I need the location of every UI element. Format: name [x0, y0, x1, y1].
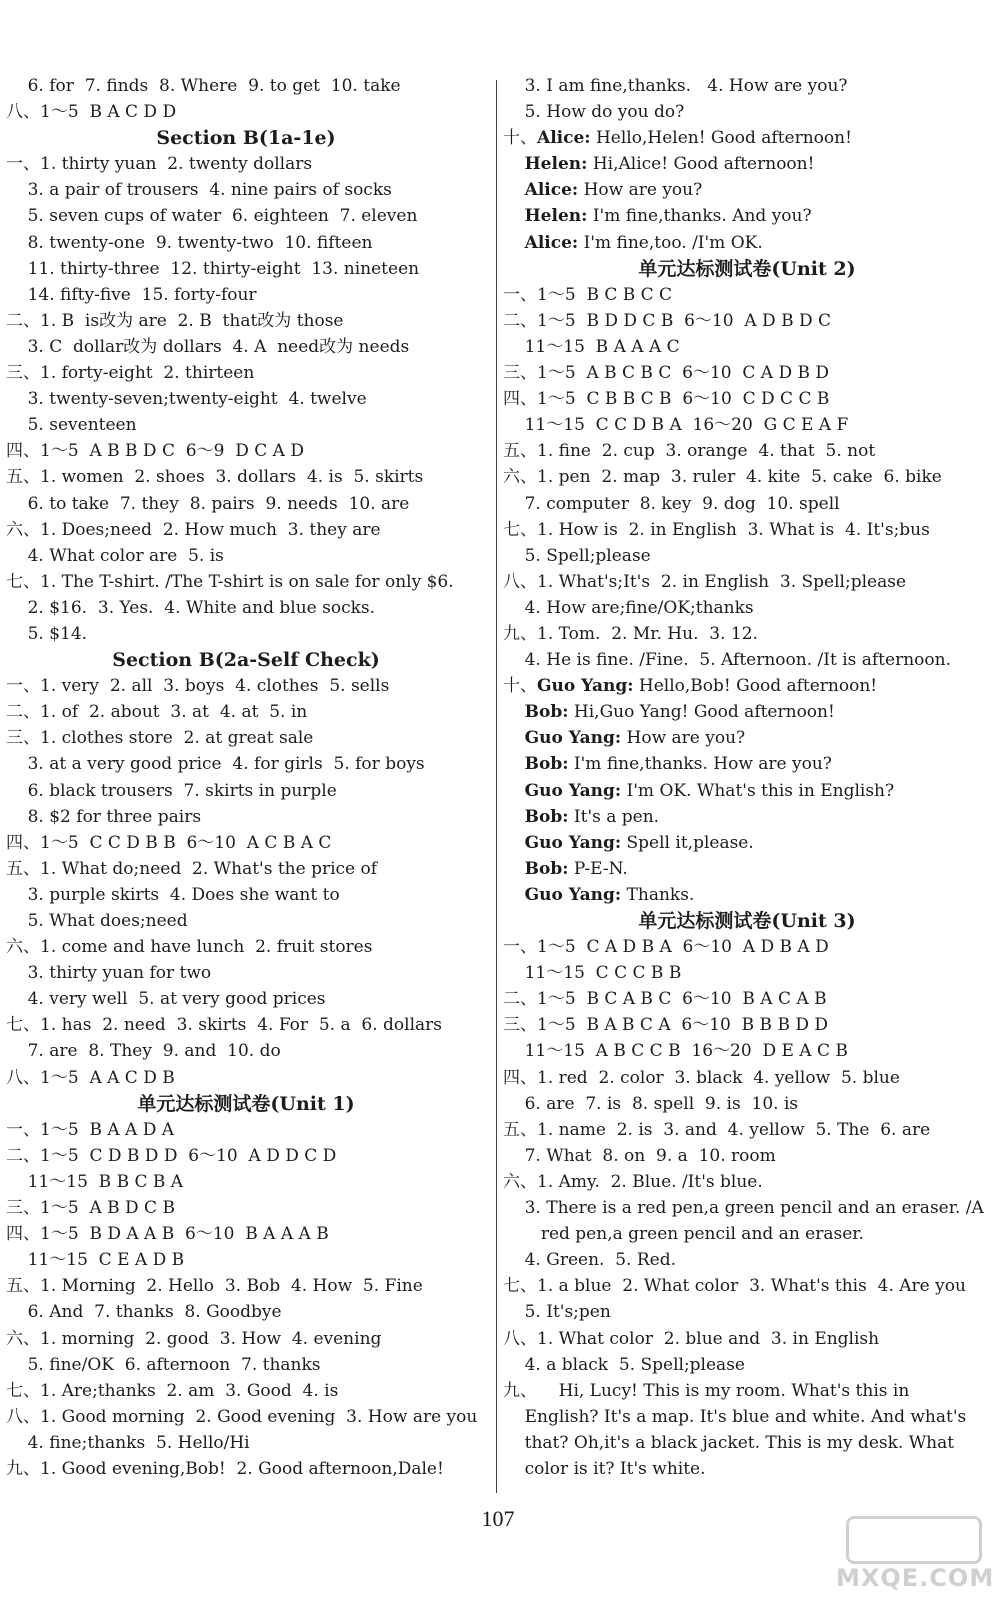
- answer-line: 一、1～5 B C B C C: [503, 284, 673, 305]
- dialogue-prefix: [503, 807, 525, 827]
- answer-line: 五、1. name 2. is 3. and 4. yellow 5. The 6. are: [503, 1119, 931, 1140]
- section-heading: Section B(1a-1e): [156, 127, 336, 150]
- answer-line: 4. Green. 5. Red.: [503, 1250, 676, 1271]
- speaker-name: Helen:: [524, 154, 588, 175]
- answer-line: 六、1. Does;need 2. How much 3. they are: [6, 519, 381, 540]
- dialogue-text: I'm fine,thanks. How are you?: [568, 754, 832, 775]
- speaker-name: Alice:: [537, 128, 591, 149]
- dialogue-line: [503, 882, 991, 908]
- answer-line: 五、1. Morning 2. Hello 3. Bob 4. How 5. Fine: [6, 1276, 423, 1297]
- answer-line: 4. a black 5. Spell;please: [503, 1354, 745, 1375]
- answer-line: 九、1. Tom. 2. Mr. Hu. 3. 12.: [503, 623, 758, 644]
- dialogue-prefix: [503, 154, 525, 174]
- answer-line: 五、1. fine 2. cup 3. orange 4. that 5. not: [503, 441, 876, 462]
- answer-line: 3. purple skirts 4. Does she want to: [6, 884, 340, 905]
- dialogue-prefix: [503, 754, 525, 774]
- answer-line: 一、1. thirty yuan 2. twenty dollars: [6, 154, 313, 175]
- answer-line: 4. He is fine. /Fine. 5. Afternoon. /It is afternoon.: [503, 650, 951, 671]
- answer-line: 九、 Hi, Lucy! This is my room. What's this in: [503, 1380, 910, 1401]
- answer-line: 九、1. Good evening,Bob! 2. Good afternoon,Dale!: [6, 1458, 444, 1479]
- answer-line: 7. are 8. They 9. and 10. do: [6, 1041, 281, 1062]
- answer-line: color is it? It's white.: [503, 1458, 706, 1479]
- dialogue-prefix: [503, 885, 525, 905]
- dialogue-line: [503, 673, 991, 699]
- left-column: [6, 73, 486, 1482]
- right-column: [503, 73, 991, 1482]
- answer-line: 七、1. a blue 2. What color 3. What's this 4. Are you: [503, 1276, 966, 1297]
- answer-line: 5. How do you do?: [503, 102, 685, 123]
- dialogue-text: Hi,Alice! Good afternoon!: [587, 154, 815, 175]
- answer-line: 3. thirty yuan for two: [6, 963, 212, 984]
- answer-line: 八、1～5 A A C D B: [6, 1067, 175, 1088]
- watermark-text: MXQE.COM: [836, 1564, 995, 1592]
- speaker-name: Guo Yang:: [537, 676, 634, 697]
- answer-line: 11～15 C E A D B: [6, 1250, 185, 1271]
- answer-line: 11. thirty-three 12. thirty-eight 13. nineteen: [6, 258, 420, 279]
- speaker-name: Guo Yang:: [524, 780, 622, 801]
- dialogue-prefix: [503, 180, 525, 200]
- answer-line: 二、1. of 2. about 3. at 4. at 5. in: [6, 702, 308, 723]
- answer-line: 11～15 B B C B A: [6, 1171, 184, 1192]
- dialogue-text: Hi,Guo Yang! Good afternoon!: [568, 702, 835, 723]
- answer-line: 七、1. has 2. need 3. skirts 4. For 5. a 6. dollars: [6, 1015, 443, 1036]
- speaker-name: Helen:: [524, 206, 588, 227]
- answer-line: 4. fine;thanks 5. Hello/Hi: [6, 1432, 250, 1453]
- answer-line: 2. $16. 3. Yes. 4. White and blue socks.: [6, 597, 376, 618]
- answer-line: 3. twenty-seven;twenty-eight 4. twelve: [6, 389, 367, 410]
- answer-line: 二、1～5 B D D C B 6～10 A D B D C: [503, 310, 832, 331]
- answer-line: 6. are 7. is 8. spell 9. is 10. is: [503, 1093, 799, 1114]
- answer-line: 7. What 8. on 9. a 10. room: [503, 1145, 776, 1166]
- dialogue-line: [503, 125, 991, 151]
- dialogue-line: [503, 177, 991, 203]
- answer-line: 6. for 7. finds 8. Where 9. to get 10. take: [6, 76, 401, 96]
- answer-line: red pen,a green pencil and an eraser.: [503, 1224, 864, 1245]
- dialogue-prefix: [503, 859, 525, 879]
- answer-line: 四、1～5 C C D B B 6～10 A C B A C: [6, 832, 332, 853]
- answer-line: 三、1. forty-eight 2. thirteen: [6, 363, 255, 384]
- dialogue-text: I'm fine,too. /I'm OK.: [578, 232, 763, 253]
- answer-line: 3. at a very good price 4. for girls 5. for boys: [6, 754, 425, 775]
- answer-line: 3. C dollar改为 dollars 4. A need改为 needs: [6, 336, 410, 357]
- answer-line: 六、1. come and have lunch 2. fruit stores: [6, 937, 373, 958]
- answer-line: 4. very well 5. at very good prices: [6, 989, 326, 1010]
- answer-line: 八、1～5 B A C D D: [6, 102, 177, 123]
- speaker-name: Bob:: [524, 806, 569, 827]
- speaker-name: Alice:: [524, 232, 579, 253]
- answer-line: 11～15 B A A A C: [503, 336, 680, 357]
- answer-line: 11～15 C C C B B: [503, 963, 682, 984]
- speaker-name: Guo Yang:: [524, 832, 622, 853]
- answer-line: 6. to take 7. they 8. pairs 9. needs 10. are: [6, 493, 410, 514]
- dialogue-line: [503, 699, 991, 725]
- dialogue-prefix: [503, 233, 525, 253]
- answer-line: 14. fifty-five 15. forty-four: [6, 284, 257, 305]
- answer-line: 5. seventeen: [6, 415, 137, 436]
- section-heading: 单元达标测试卷(Unit 1): [137, 1092, 355, 1115]
- answer-line: 三、1～5 B A B C A 6～10 B B B D D: [503, 1015, 829, 1036]
- answer-line: 5. Spell;please: [503, 545, 651, 566]
- answer-line: 6. black trousers 7. skirts in purple: [6, 780, 337, 801]
- answer-line: 五、1. What do;need 2. What's the price of: [6, 858, 378, 879]
- answer-line: 一、1～5 C A D B A 6～10 A D B A D: [503, 937, 829, 958]
- dialogue-prefix: [503, 728, 525, 748]
- dialogue-line: [503, 203, 991, 229]
- dialogue-text: How are you?: [621, 728, 746, 749]
- answer-line: 四、1. red 2. color 3. black 4. yellow 5. blue: [503, 1067, 900, 1088]
- answer-line: 11～15 A B C C B 16～20 D E A C B: [503, 1041, 848, 1062]
- answer-line: 11～15 C C D B A 16～20 G C E A F: [503, 415, 849, 436]
- answer-line: 7. computer 8. key 9. dog 10. spell: [503, 493, 840, 514]
- dialogue-text: I'm OK. What's this in English?: [621, 780, 895, 801]
- answer-line: 一、1～5 B A A D A: [6, 1119, 175, 1140]
- answer-line: 3. There is a red pen,a green pencil and an eraser. /A: [503, 1198, 984, 1219]
- answer-line: 二、1～5 C D B D D 6～10 A D D C D: [6, 1145, 337, 1166]
- dialogue-text: I'm fine,thanks. And you?: [587, 206, 812, 227]
- dialogue-line: [503, 230, 991, 256]
- dialogue-text: Hello,Bob! Good afternoon!: [633, 676, 878, 697]
- section-heading: 单元达标测试卷(Unit 3): [638, 910, 856, 932]
- dialogue-text: Spell it,please.: [621, 832, 754, 853]
- answer-line: 八、1. Good morning 2. Good evening 3. How are you: [6, 1406, 478, 1427]
- watermark-logo-icon: [846, 1516, 982, 1564]
- dialogue-prefix: [503, 702, 525, 722]
- answer-line: 五、1. women 2. shoes 3. dollars 4. is 5. skirts: [6, 467, 424, 488]
- answer-line: 6. And 7. thanks 8. Goodbye: [6, 1302, 282, 1323]
- dialogue-prefix: [503, 206, 525, 226]
- dialogue-line: [503, 778, 991, 804]
- dialogue-text: Hello,Helen! Good afternoon!: [590, 128, 852, 149]
- page-number: 107: [481, 1506, 515, 1531]
- dialogue-text: It's a pen.: [568, 806, 660, 827]
- dialogue-line: [503, 751, 991, 777]
- answer-line: 七、1. The T-shirt. /The T-shirt is on sale for only $6.: [6, 571, 454, 592]
- answer-line: 3. I am fine,thanks. 4. How are you?: [503, 76, 848, 96]
- answer-line: 三、1～5 A B D C B: [6, 1198, 175, 1219]
- dialogue-prefix: 十、: [503, 676, 537, 697]
- answer-line: 5. It's;pen: [503, 1302, 611, 1323]
- answer-line: 5. fine/OK 6. afternoon 7. thanks: [6, 1354, 321, 1375]
- speaker-name: Bob:: [524, 702, 569, 723]
- dialogue-line: [503, 151, 991, 177]
- answer-line: 七、1. Are;thanks 2. am 3. Good 4. is: [6, 1380, 339, 1401]
- answer-line: 5. $14.: [6, 623, 88, 644]
- dialogue-text: Thanks.: [621, 884, 695, 905]
- answer-line: 四、1～5 C B B C B 6～10 C D C C B: [503, 389, 830, 410]
- answer-line: 七、1. How is 2. in English 3. What is 4. It's;bus: [503, 519, 930, 540]
- answer-line: 5. What does;need: [6, 911, 188, 931]
- answer-line: 三、1. clothes store 2. at great sale: [6, 728, 314, 749]
- dialogue-text: How are you?: [578, 180, 703, 201]
- answer-line: 5. seven cups of water 6. eighteen 7. eleven: [6, 206, 418, 227]
- dialogue-prefix: 十、: [503, 128, 537, 149]
- dialogue-text: P-E-N.: [568, 858, 628, 879]
- answer-line: 八、1. What's;It's 2. in English 3. Spell;please: [503, 571, 907, 592]
- answer-line: 四、1～5 B D A A B 6～10 B A A A B: [6, 1224, 329, 1245]
- section-heading: Section B(2a-Self Check): [112, 649, 380, 672]
- column-divider: [496, 80, 497, 1493]
- answer-line: that? Oh,it's a black jacket. This is my desk. What: [503, 1432, 955, 1453]
- answer-line: 二、1～5 B C A B C 6～10 B A C A B: [503, 989, 827, 1010]
- answer-line: 8. $2 for three pairs: [6, 806, 202, 827]
- answer-line: 二、1. B is改为 are 2. B that改为 those: [6, 310, 344, 331]
- answer-line: 八、1. What color 2. blue and 3. in English: [503, 1328, 880, 1349]
- answer-line: 三、1～5 A B C B C 6～10 C A D B D: [503, 363, 830, 384]
- dialogue-line: [503, 725, 991, 751]
- watermark: [836, 1512, 995, 1592]
- answer-line: 六、1. Amy. 2. Blue. /It's blue.: [503, 1171, 763, 1192]
- dialogue-line: [503, 856, 991, 882]
- answer-line: 一、1. very 2. all 3. boys 4. clothes 5. sells: [6, 676, 390, 697]
- answer-line: 8. twenty-one 9. twenty-two 10. fifteen: [6, 232, 373, 253]
- answer-line: 4. How are;fine/OK;thanks: [503, 597, 754, 618]
- dialogue-prefix: [503, 781, 525, 801]
- answer-line: 四、1～5 A B B D C 6～9 D C A D: [6, 441, 304, 462]
- speaker-name: Bob:: [524, 754, 569, 775]
- section-heading: 单元达标测试卷(Unit 2): [638, 257, 856, 280]
- answer-line: English? It's a map. It's blue and white. And what's: [503, 1406, 967, 1427]
- answer-line: 3. a pair of trousers 4. nine pairs of socks: [6, 180, 392, 201]
- answer-line: 六、1. pen 2. map 3. ruler 4. kite 5. cake 6. bike: [503, 467, 942, 488]
- speaker-name: Bob:: [524, 858, 569, 879]
- dialogue-prefix: [503, 833, 525, 853]
- speaker-name: Guo Yang:: [524, 728, 622, 749]
- answer-line: 六、1. morning 2. good 3. How 4. evening: [6, 1328, 382, 1349]
- speaker-name: Guo Yang:: [524, 884, 622, 905]
- answer-line: 4. What color are 5. is: [6, 545, 224, 566]
- dialogue-line: [503, 804, 991, 830]
- dialogue-line: [503, 830, 991, 856]
- speaker-name: Alice:: [524, 180, 579, 201]
